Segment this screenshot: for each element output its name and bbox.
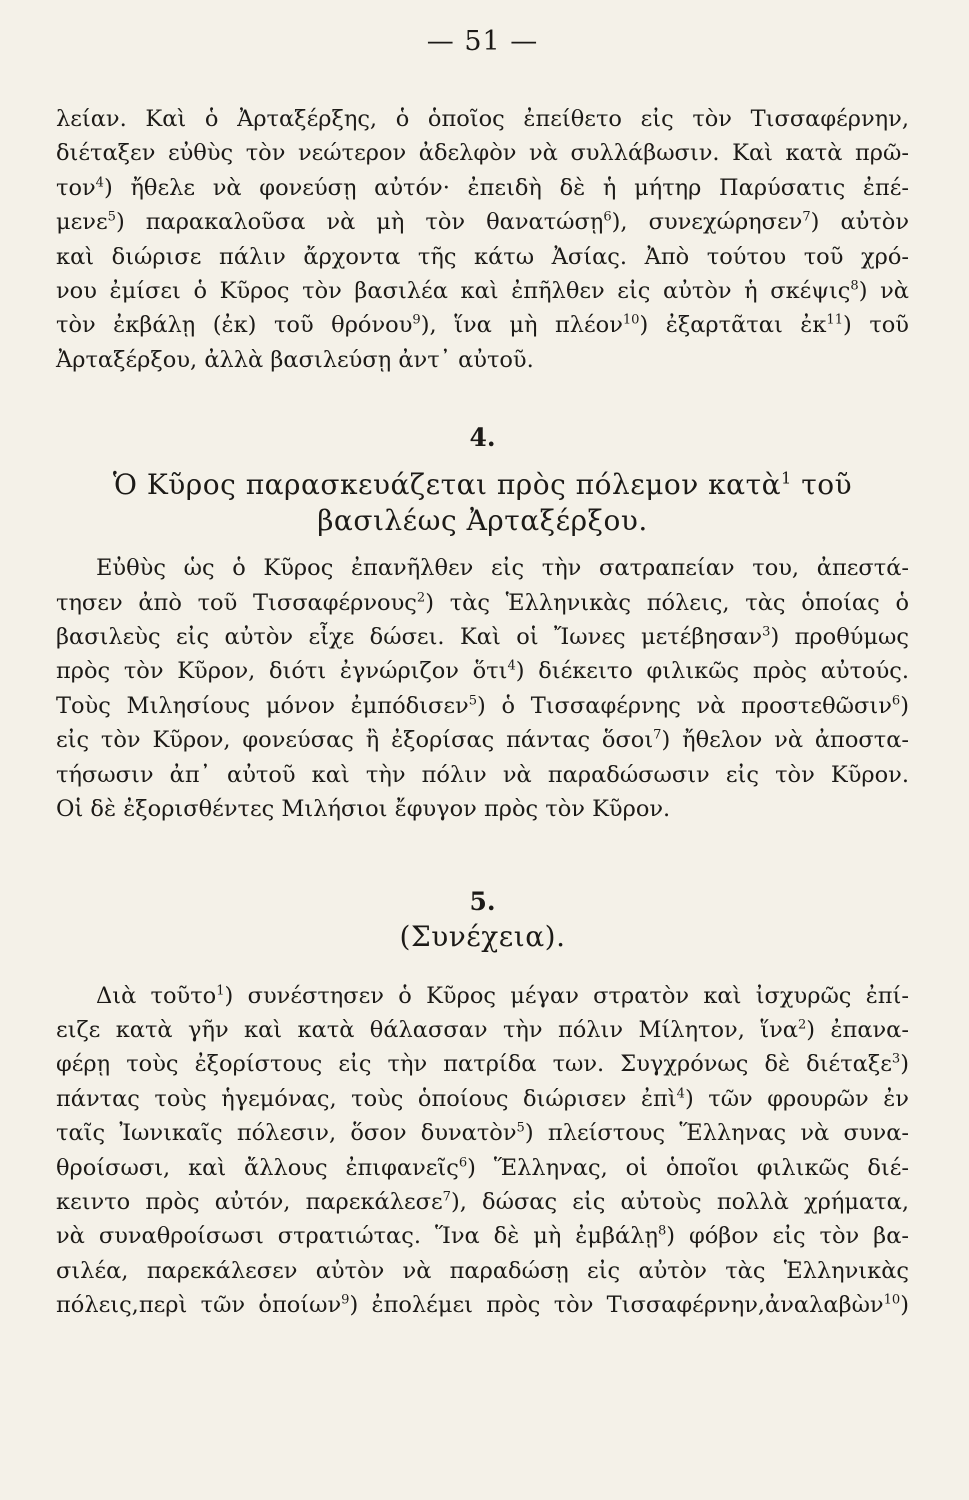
section-number: 4.: [469, 423, 496, 453]
paragraph-3: [56, 979, 909, 1323]
footnote-marker: 5: [516, 1120, 525, 1136]
footnote-marker: 7: [653, 727, 662, 743]
footnote-marker: 9: [341, 1292, 350, 1308]
footnote-marker: 5: [468, 693, 477, 709]
text-line: φέρῃ τοὺς ἐξορίστους εἰς τὴν πατρίδα των. Συγχρόνως δὲ διέταξε$^3$): [56, 1051, 909, 1078]
text-line: Οἱ δὲ ἐξορισθέντες Μιλήσιοι ἔφυγον πρὸς τὸν Κῦρον.: [56, 796, 671, 823]
text-line: θροίσωσι, καὶ ἄλλους ἐπιφανεῖς$^6$) Ἕλληνας, οἱ ὁποῖοι φιλικῶς διέ-: [56, 1154, 909, 1181]
text-line: ειζε κατὰ γῆν καὶ κατὰ θάλασσαν τὴν πόλιν Μίλητον, ἵνα$^2$) ἐπανα-: [56, 1016, 909, 1043]
text-line: Ἀρταξέρξου, ἀλλὰ βασιλεύσῃ ἀντ᾽ αὐτοῦ.: [56, 346, 534, 373]
text-line: τήσωσιν ἀπ᾽ αὐτοῦ καὶ τὴν πόλιν νὰ παραδώσωσιν εἰς τὸν Κῦρον.: [56, 761, 909, 788]
text-line: λείαν. Καὶ ὁ Ἀρταξέρξης, ὁ ὁποῖος ἐπείθετο εἰς τὸν Τισσαφέρνην,: [56, 106, 909, 132]
text-line: Τοὺς Μιλησίους μόνον ἐμπόδισεν$^5$) ὁ Τισσαφέρνης νὰ προστεθῶσιν$^6$): [56, 692, 909, 719]
footnote-marker: 11: [826, 312, 844, 328]
text-line: μενε$^5$) παρακαλοῦσα νὰ μὴ τὸν θανατώσῃ$^6$), συνεχώρησεν$^7$) αὐτὸν: [56, 209, 909, 236]
page-number: — 51 —: [426, 26, 539, 57]
section-title: (Συνέχεια).: [399, 919, 566, 953]
section-title-line-2: βασιλέως Ἀρταξέρξου.: [317, 504, 648, 538]
footnote-marker: 6: [603, 209, 612, 225]
section-title: Ὁ Κῦρος παρασκευάζεται πρὸς πόλεμον κατὰ$^1$ τοῦ: [112, 468, 853, 502]
text-line: Διὰ τοῦτο$^1$) συνέστησεν ὁ Κῦρος μέγαν στρατὸν καὶ ἰσχυρῶς ἐπί-: [96, 982, 909, 1009]
text-line: καὶ διώρισε πάλιν ἄρχοντα τῆς κάτω Ἀσίας. Ἀπὸ τούτου τοῦ χρό-: [56, 243, 909, 270]
footnote-marker: 9: [412, 312, 421, 328]
footnote-marker: 6: [891, 693, 901, 709]
text-line: τησεν ἀπὸ τοῦ Τισσαφέρνους$^2$) τὰς Ἑλληνικὰς πόλεις, τὰς ὁποίας ὁ: [56, 589, 909, 616]
footnote-marker: 10: [883, 1292, 901, 1308]
footnote-marker: 7: [442, 1189, 451, 1205]
text-line: πάντας τοὺς ἡγεμόνας, τοὺς ὁποίους διώρισεν ἐπὶ$^4$) τῶν φρουρῶν ἐν: [56, 1085, 909, 1112]
footnote-marker: 3: [762, 624, 771, 640]
text-line: τὸν ἐκβάλῃ (ἐκ) τοῦ θρόνου$^9$), ἵνα μὴ πλέον$^{10}$) ἐξαρτᾶται ἐκ$^{11}$) τοῦ: [56, 312, 909, 339]
footnote-marker: 2: [416, 590, 426, 606]
text-line: πρὸς τὸν Κῦρον, διότι ἐγνώριζον ὅτι$^4$) διέκειτο φιλικῶς πρὸς αὐτούς.: [56, 658, 910, 685]
footnote-marker: 5: [107, 209, 116, 225]
text-line: νου ἐμίσει ὁ Κῦρος τὸν βασιλέα καὶ ἐπῆλθεν εἰς αὐτὸν ἡ σκέψις$^8$) νὰ: [56, 278, 909, 305]
footnote-marker: 1: [216, 983, 225, 998]
text-line: Εὐθὺς ὡς ὁ Κῦρος ἐπανῆλθεν εἰς τὴν σατραπείαν του, ἀπεστά-: [96, 555, 909, 582]
text-line: ταῖς Ἰωνικαῖς πόλεσιν, ὅσον δυνατὸν$^5$) πλείστους Ἕλληνας νὰ συνα-: [56, 1120, 909, 1147]
text-line: σιλέα, παρεκάλεσεν αὐτὸν νὰ παραδώσῃ εἰς αὐτὸν τὰς Ἑλληνικὰς: [56, 1257, 909, 1284]
footnote-marker: 8: [657, 1223, 667, 1239]
section-number: 5.: [469, 886, 496, 916]
paragraph-1: [56, 102, 909, 377]
footnote-marker: 8: [850, 278, 859, 294]
footnote-marker: 10: [622, 312, 640, 328]
text-line: κειντο πρὸς αὐτόν, παρεκάλεσε$^7$), δώσας εἰς αὐτοὺς πολλὰ χρήματα,: [56, 1188, 909, 1215]
text-line: νὰ συναθροίσωσι στρατιώτας. Ἵνα δὲ μὴ ἐμβάλῃ$^8$) φόβον εἰς τὸν βα-: [56, 1223, 909, 1250]
footnote-marker: 4: [676, 1086, 685, 1102]
footnote-marker: 3: [891, 1051, 901, 1067]
text-line: βασιλεὺς εἰς αὐτὸν εἶχε δώσει. Καὶ οἱ Ἴωνες μετέβησαν$^3$) προθύμως: [56, 624, 909, 651]
text-line: τον$^4$) ἤθελε νὰ φονεύσῃ αὐτόν· ἐπειδὴ δὲ ἡ μήτηρ Παρύσατις ἐπέ-: [56, 174, 909, 201]
text-line: πόλεις,περὶ τῶν ὁποίων$^9$) ἐπολέμει πρὸς τὸν Τισσαφέρνην,ἀναλαβὼν$^{10}$): [56, 1292, 909, 1319]
footnote-marker: 6: [458, 1155, 468, 1171]
paragraph-2: [56, 551, 909, 826]
footnote-marker: 4: [507, 658, 516, 674]
text-line: διέταξεν εὐθὺς τὸν νεώτερον ἀδελφὸν νὰ συλλάβωσιν. Καὶ κατὰ πρῶ-: [56, 140, 909, 167]
footnote-marker: 1: [780, 468, 792, 488]
text-line: εἰς τὸν Κῦρον, φονεύσας ἢ ἐξορίσας πάντας ὅσοι$^7$) ἤθελον νὰ ἀποστα-: [56, 727, 909, 754]
footnote-marker: 7: [802, 209, 811, 225]
footnote-marker: 4: [95, 175, 104, 191]
footnote-marker: 2: [797, 1017, 807, 1033]
